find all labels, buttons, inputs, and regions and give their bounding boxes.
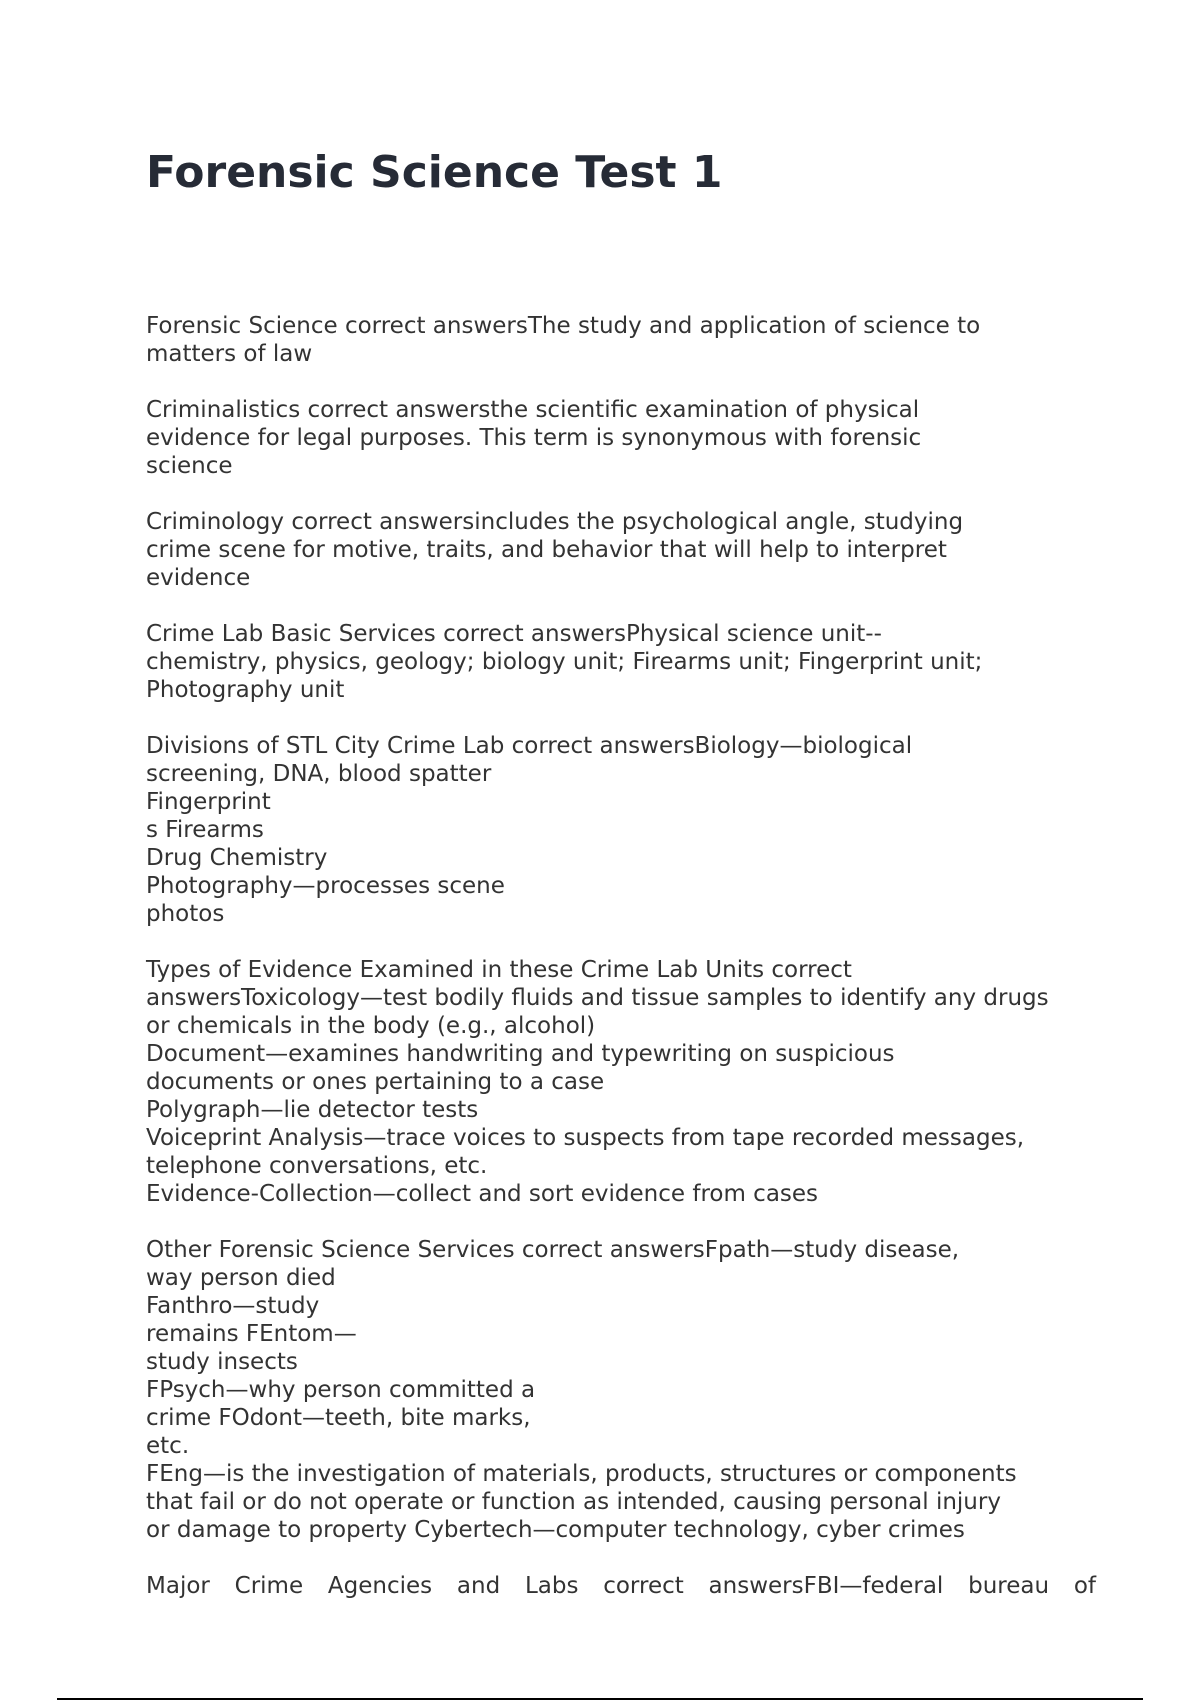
qa-entry xyxy=(146,1236,1096,1544)
entry-line: remains FEntom— xyxy=(146,1321,357,1347)
entry-line: s Firearms xyxy=(146,817,264,843)
qa-entry xyxy=(146,732,1096,928)
qa-entry xyxy=(146,1572,1096,1600)
entry-line: Fingerprint xyxy=(146,789,271,815)
entry-line: telephone conversations, etc. xyxy=(146,1153,488,1179)
entry-line: Crime Lab Basic Services correct answersPhysical science unit-- xyxy=(146,621,882,647)
qa-entry xyxy=(146,620,1096,704)
entry-line: matters of law xyxy=(146,341,313,367)
entry-line: Voiceprint Analysis—trace voices to suspects from tape recorded messages, xyxy=(146,1125,1025,1151)
entry-line: crime scene for motive, traits, and behavior that will help to interpret xyxy=(146,537,947,563)
entry-line: Drug Chemistry xyxy=(146,845,328,871)
entry-line: answersToxicology—test bodily fluids and tissue samples to identify any drugs xyxy=(146,985,1049,1011)
entry-line: Fanthro—study xyxy=(146,1293,320,1319)
entry-line: FEng—is the investigation of materials, products, structures or components xyxy=(146,1461,1017,1487)
entry-line: Photography—processes scene xyxy=(146,873,505,899)
entry-line: screening, DNA, blood spatter xyxy=(146,761,492,787)
entry-line: Types of Evidence Examined in these Crime Lab Units correct xyxy=(146,957,852,983)
entry-line: that fail or do not operate or function as intended, causing personal injury xyxy=(146,1489,1001,1515)
entry-line: Major Crime Agencies and Labs correct answersFBI—federal bureau of xyxy=(146,1573,1096,1599)
entry-line: chemistry, physics, geology; biology unit; Firearms unit; Fingerprint unit; xyxy=(146,649,983,675)
entry-line: documents or ones pertaining to a case xyxy=(146,1069,605,1095)
entry-line: Evidence-Collection—collect and sort evidence from cases xyxy=(146,1181,819,1207)
entry-line: or damage to property Cybertech—computer technology, cyber crimes xyxy=(146,1517,965,1543)
entry-line: or chemicals in the body (e.g., alcohol) xyxy=(146,1013,596,1039)
entry-line: Criminology correct answersincludes the psychological angle, studying xyxy=(146,509,964,535)
qa-entry xyxy=(146,956,1096,1208)
entry-line: Criminalistics correct answersthe scientific examination of physical xyxy=(146,397,920,423)
entry-line: Document—examines handwriting and typewriting on suspicious xyxy=(146,1041,895,1067)
entry-line: study insects xyxy=(146,1349,298,1375)
entry-line: evidence for legal purposes. This term is synonymous with forensic xyxy=(146,425,922,451)
entry-line: Forensic Science correct answersThe study and application of science to xyxy=(146,313,981,339)
entry-line: way person died xyxy=(146,1265,336,1291)
qa-entry xyxy=(146,396,1096,480)
document-body xyxy=(146,312,1096,1628)
entry-line: Photography unit xyxy=(146,677,345,703)
entry-line: Other Forensic Science Services correct answersFpath—study disease, xyxy=(146,1237,960,1263)
document-title: Forensic Science Test 1 xyxy=(146,147,723,198)
entry-line: etc. xyxy=(146,1433,190,1459)
entry-line: Polygraph—lie detector tests xyxy=(146,1097,479,1123)
entry-line: crime FOdont—teeth, bite marks, xyxy=(146,1405,531,1431)
entry-line: science xyxy=(146,453,233,479)
entry-line: evidence xyxy=(146,565,251,591)
qa-entry xyxy=(146,508,1096,592)
qa-entry xyxy=(146,312,1096,368)
entry-line: Divisions of STL City Crime Lab correct answersBiology—biological xyxy=(146,733,913,759)
entry-line: photos xyxy=(146,901,225,927)
entry-line: FPsych—why person committed a xyxy=(146,1377,536,1403)
